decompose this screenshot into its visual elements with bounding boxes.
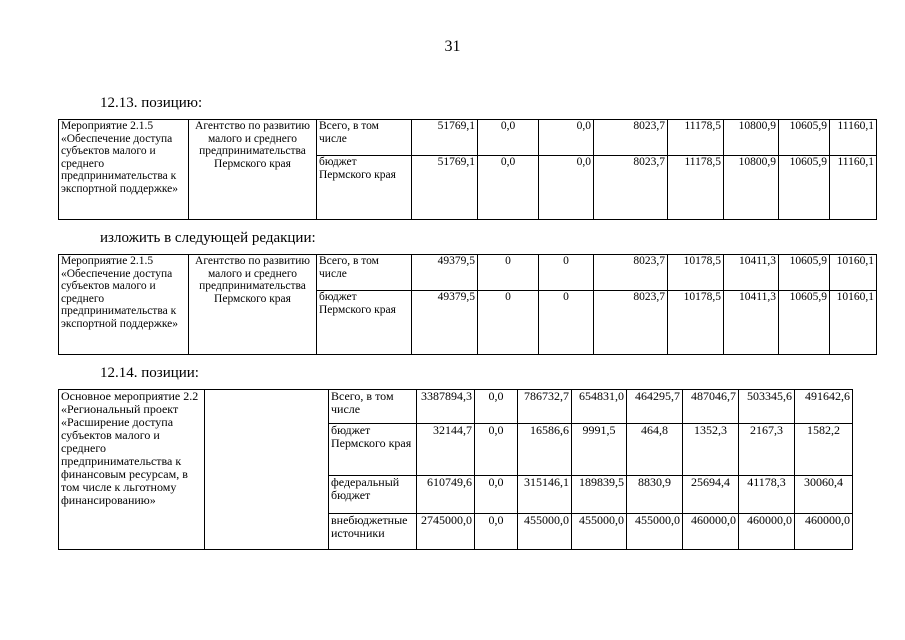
source-cell: Всего, в том числе [329,390,417,424]
measure-cell: Основное мероприятие 2.2 «Региональный проект «Расширение доступа субъектов малого и среднего предпринимательства к финансовым ресурсам, в том числе к льготному финансированию» [59,390,205,550]
executor-cell: Агентство по развитию малого и среднего предпринимательства Пермского края [189,120,317,220]
value-cell: 491642,6 [795,390,853,424]
value-cell: 315146,1 [518,476,572,514]
section-heading-12-14: 12.14. позиции: [100,365,199,381]
value-cell: 2167,3 [739,424,795,476]
value-cell: 460000,0 [795,514,853,550]
value-cell: 654831,0 [572,390,627,424]
value-cell: 1582,2 [795,424,853,476]
value-cell: 2745000,0 [417,514,475,550]
executor-cell: Агентство по развитию малого и среднего предпринимательства Пермского края [189,255,317,355]
value-cell: 51769,1 [412,156,478,220]
value-cell: 10800,9 [724,156,779,220]
source-cell: Всего, в том числе [317,255,412,291]
value-cell: 8023,7 [594,291,668,355]
value-cell: 487046,7 [683,390,739,424]
value-cell: 0,0 [539,120,594,156]
measure-cell: Мероприятие 2.1.5 «Обеспечение доступа субъектов малого и среднего предпринимательства к экспортной поддержке» [59,120,189,220]
value-cell: 464,8 [627,424,683,476]
value-cell: 460000,0 [739,514,795,550]
value-cell: 10605,9 [779,255,830,291]
source-cell: бюджет Пермского края [329,424,417,476]
value-cell: 10411,3 [724,291,779,355]
value-cell: 51769,1 [412,120,478,156]
value-cell: 610749,6 [417,476,475,514]
value-cell: 0,0 [478,156,539,220]
value-cell: 10160,1 [830,291,877,355]
value-cell: 32144,7 [417,424,475,476]
table-position-12-13-old [58,119,877,220]
value-cell: 49379,5 [412,255,478,291]
value-cell: 8023,7 [594,255,668,291]
value-cell: 0 [478,291,539,355]
value-cell: 455000,0 [518,514,572,550]
value-cell: 3387894,3 [417,390,475,424]
value-cell: 11178,5 [668,156,724,220]
value-cell: 786732,7 [518,390,572,424]
value-cell: 1352,3 [683,424,739,476]
value-cell: 0,0 [478,120,539,156]
value-cell: 10605,9 [779,120,830,156]
value-cell: 0,0 [475,476,518,514]
source-cell: Всего, в том числе [317,120,412,156]
table-position-12-14 [58,389,853,550]
value-cell: 10605,9 [779,156,830,220]
source-cell: внебюджетные источники [329,514,417,550]
measure-cell: Мероприятие 2.1.5 «Обеспечение доступа субъектов малого и среднего предпринимательства к экспортной поддержке» [59,255,189,355]
table-row [59,120,877,156]
section-heading-new-edition: изложить в следующей редакции: [100,230,316,246]
value-cell: 0 [539,291,594,355]
value-cell: 49379,5 [412,291,478,355]
value-cell: 8023,7 [594,156,668,220]
value-cell: 460000,0 [683,514,739,550]
value-cell: 464295,7 [627,390,683,424]
value-cell: 25694,4 [683,476,739,514]
section-heading-12-13: 12.13. позицию: [100,95,203,111]
value-cell: 9991,5 [572,424,627,476]
value-cell: 30060,4 [795,476,853,514]
value-cell: 41178,3 [739,476,795,514]
value-cell: 0 [539,255,594,291]
source-cell: федеральный бюджет [329,476,417,514]
value-cell: 11178,5 [668,120,724,156]
value-cell: 189839,5 [572,476,627,514]
value-cell: 11160,1 [830,156,877,220]
value-cell: 10178,5 [668,255,724,291]
value-cell: 0,0 [475,424,518,476]
value-cell: 10178,5 [668,291,724,355]
value-cell: 10605,9 [779,291,830,355]
table-position-12-13-new [58,254,877,355]
value-cell: 455000,0 [572,514,627,550]
source-cell: бюджет Пермского края [317,291,412,355]
value-cell: 0,0 [475,390,518,424]
value-cell: 10411,3 [724,255,779,291]
value-cell: 10800,9 [724,120,779,156]
table-row [59,390,853,424]
value-cell: 0,0 [539,156,594,220]
value-cell: 10160,1 [830,255,877,291]
value-cell: 8023,7 [594,120,668,156]
value-cell: 503345,6 [739,390,795,424]
page-number: 31 [444,38,461,55]
value-cell: 455000,0 [627,514,683,550]
value-cell: 8830,9 [627,476,683,514]
table-row [59,255,877,291]
value-cell: 11160,1 [830,120,877,156]
value-cell: 0 [478,255,539,291]
value-cell: 0,0 [475,514,518,550]
executor-cell [205,390,329,550]
value-cell: 16586,6 [518,424,572,476]
source-cell: бюджет Пермского края [317,156,412,220]
